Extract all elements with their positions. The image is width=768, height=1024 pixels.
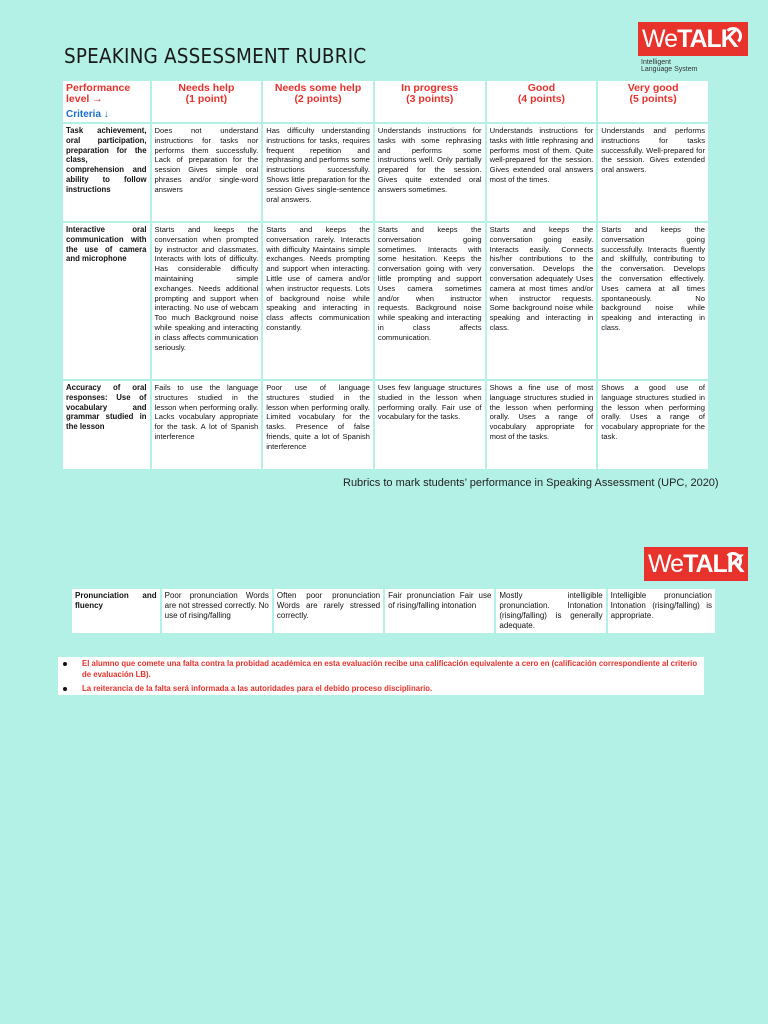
descriptor-cell: Shows a fine use of most language structures studied in the lesson when performing orally. Uses a range of vocabulary appropriate for most of the tasks. <box>487 381 597 469</box>
descriptor-cell: Poor pronunciation Words are not stressed correctly. No use of rising/falling <box>162 589 272 633</box>
rubric-table <box>61 79 710 471</box>
descriptor-cell: Intelligible pronunciation Intonation (rising/falling) is appropriate. <box>608 589 715 633</box>
criterion-cell: Pronunciation and fluency <box>72 589 160 633</box>
descriptor-cell: Has difficulty understanding instructions for tasks, requires frequent repetition and rephrasing and performs some instructions successfully. Shows little preparation for the session Gives single-sentence oral answers. <box>263 124 373 221</box>
wetalk-logo: WeTALK <box>644 547 748 581</box>
logo-tagline: Intelligent Language System <box>641 59 698 73</box>
descriptor-cell: Starts and keeps the conversation going easily. Interacts easily. Connects his/her contributions to the conversation. Develops the conversation adequately Uses camera at most times and/or when instructor requests. Some background noise while speaking and interacting in class. <box>487 223 597 379</box>
descriptor-cell: Uses few language structures studied in the lesson when performing orally. Fair use of vocabulary for the tasks. <box>375 381 485 469</box>
table-row <box>63 124 708 221</box>
bullet-icon <box>63 687 67 691</box>
criterion-cell: Interactive oral communication with the use of camera and microphone <box>63 223 150 379</box>
performance-level-header: Performance level → Criteria ↓ <box>63 81 150 122</box>
descriptor-cell: Starts and keeps the conversation rarely. Interacts with difficulty Maintains simple exchanges. Needs prompting and support when interacting. Little use of camera and/or when instructor requests. Lots of background noise while speaking and interacting in class affects communication constantly. <box>263 223 373 379</box>
descriptor-cell: Fails to use the language structures studied in the lesson when performing orally. Lacks vocabulary appropriate for the task. A lot of Spanish interference <box>152 381 262 469</box>
descriptor-cell: Understands instructions for tasks with some rephrasing and performs some instructions well. Only partially prepared for the session. Gives quite extended oral answers sometimes. <box>375 124 485 221</box>
pronunciation-table <box>70 587 717 635</box>
bullet-icon <box>63 662 67 666</box>
criteria-label: Criteria ↓ <box>66 109 109 120</box>
criterion-cell: Task achievement, oral participation, preparation for the class, comprehension and ability to follow instructions <box>63 124 150 221</box>
note-item: El alumno que comete una falta contra la probidad académica en esta evaluación recibe una calificación equivalente a cero en (calificación correspondiente al criterio de evaluación LB). <box>82 658 698 679</box>
level-header-4: Good (4 points) <box>487 81 597 122</box>
table-caption: Rubrics to mark students’ performance in Speaking Assessment (UPC, 2020) <box>343 477 719 489</box>
descriptor-cell: Often poor pronunciation Words are rarely stressed correctly. <box>274 589 383 633</box>
descriptor-cell: Starts and keeps the conversation going successfully. Interacts fluently and skillfully, contributing to the conversation. Develops the conversation effectively. Uses camera at all times spontaneously. No background noise while speaking and interacting in class. <box>598 223 708 379</box>
descriptor-cell: Starts and keeps the conversation going sometimes. Interacts with some hesitation. Keeps the conversation going with very little prompting and support Uses camera sometimes and/or when instructor requests. Background noise while speaking and interacting in class affects communication. <box>375 223 485 379</box>
swirl-icon <box>724 552 742 570</box>
academic-integrity-notes <box>58 657 704 695</box>
descriptor-cell: Starts and keeps the conversation when prompted by instructor and classmates. Interacts with lots of difficulty. Has considerable difficulty maintaining simple exchanges. Needs additional prompting and support when interacting. No use of webcam Too much Background noise while speaking and interacting in class affects communication seriously. <box>152 223 262 379</box>
descriptor-cell: Mostly intelligible pronunciation. Intonation (rising/falling) is generally adequate. <box>496 589 605 633</box>
criterion-cell: Accuracy of oral responses: Use of vocabulary and grammar studied in the lesson <box>63 381 150 469</box>
swirl-icon <box>724 27 742 45</box>
table-row <box>63 381 708 469</box>
wetalk-logo: WeTALK <box>638 22 748 56</box>
level-header-5: Very good (5 points) <box>598 81 708 122</box>
descriptor-cell: Understands and performs instructions for tasks successfully. Well-prepared for the session. Gives extended oral answers. <box>598 124 708 221</box>
page-title: SPEAKING ASSESSMENT RUBRIC <box>64 44 367 68</box>
level-header-2: Needs some help (2 points) <box>263 81 373 122</box>
descriptor-cell: Fair pronunciation Fair use of rising/falling intonation <box>385 589 494 633</box>
level-header-1: Needs help (1 point) <box>152 81 262 122</box>
table-row <box>72 589 715 633</box>
note-item: La reiterancia de la falta será informada a las autoridades para el debido proceso disciplinario. <box>82 683 433 693</box>
descriptor-cell: Understands instructions for tasks with little rephrasing and performs most of them. Quite well-prepared for the session. Gives extended oral answers most of the times. <box>487 124 597 221</box>
rubric-header-row <box>63 81 708 122</box>
level-header-3: In progress (3 points) <box>375 81 485 122</box>
descriptor-cell: Shows a good use of language structures studied in the lesson when performing orally. Uses a range of vocabulary appropriate for the task. <box>598 381 708 469</box>
table-row <box>63 223 708 379</box>
descriptor-cell: Poor use of language structures studied in the lesson when performing orally. Limited vocabulary for the tasks. Presence of false friends, quite a lot of Spanish interference <box>263 381 373 469</box>
descriptor-cell: Does not understand instructions for tasks nor performs them successfully. Lack of preparation for the session Gives simple oral phrases and/or single-word answers <box>152 124 262 221</box>
